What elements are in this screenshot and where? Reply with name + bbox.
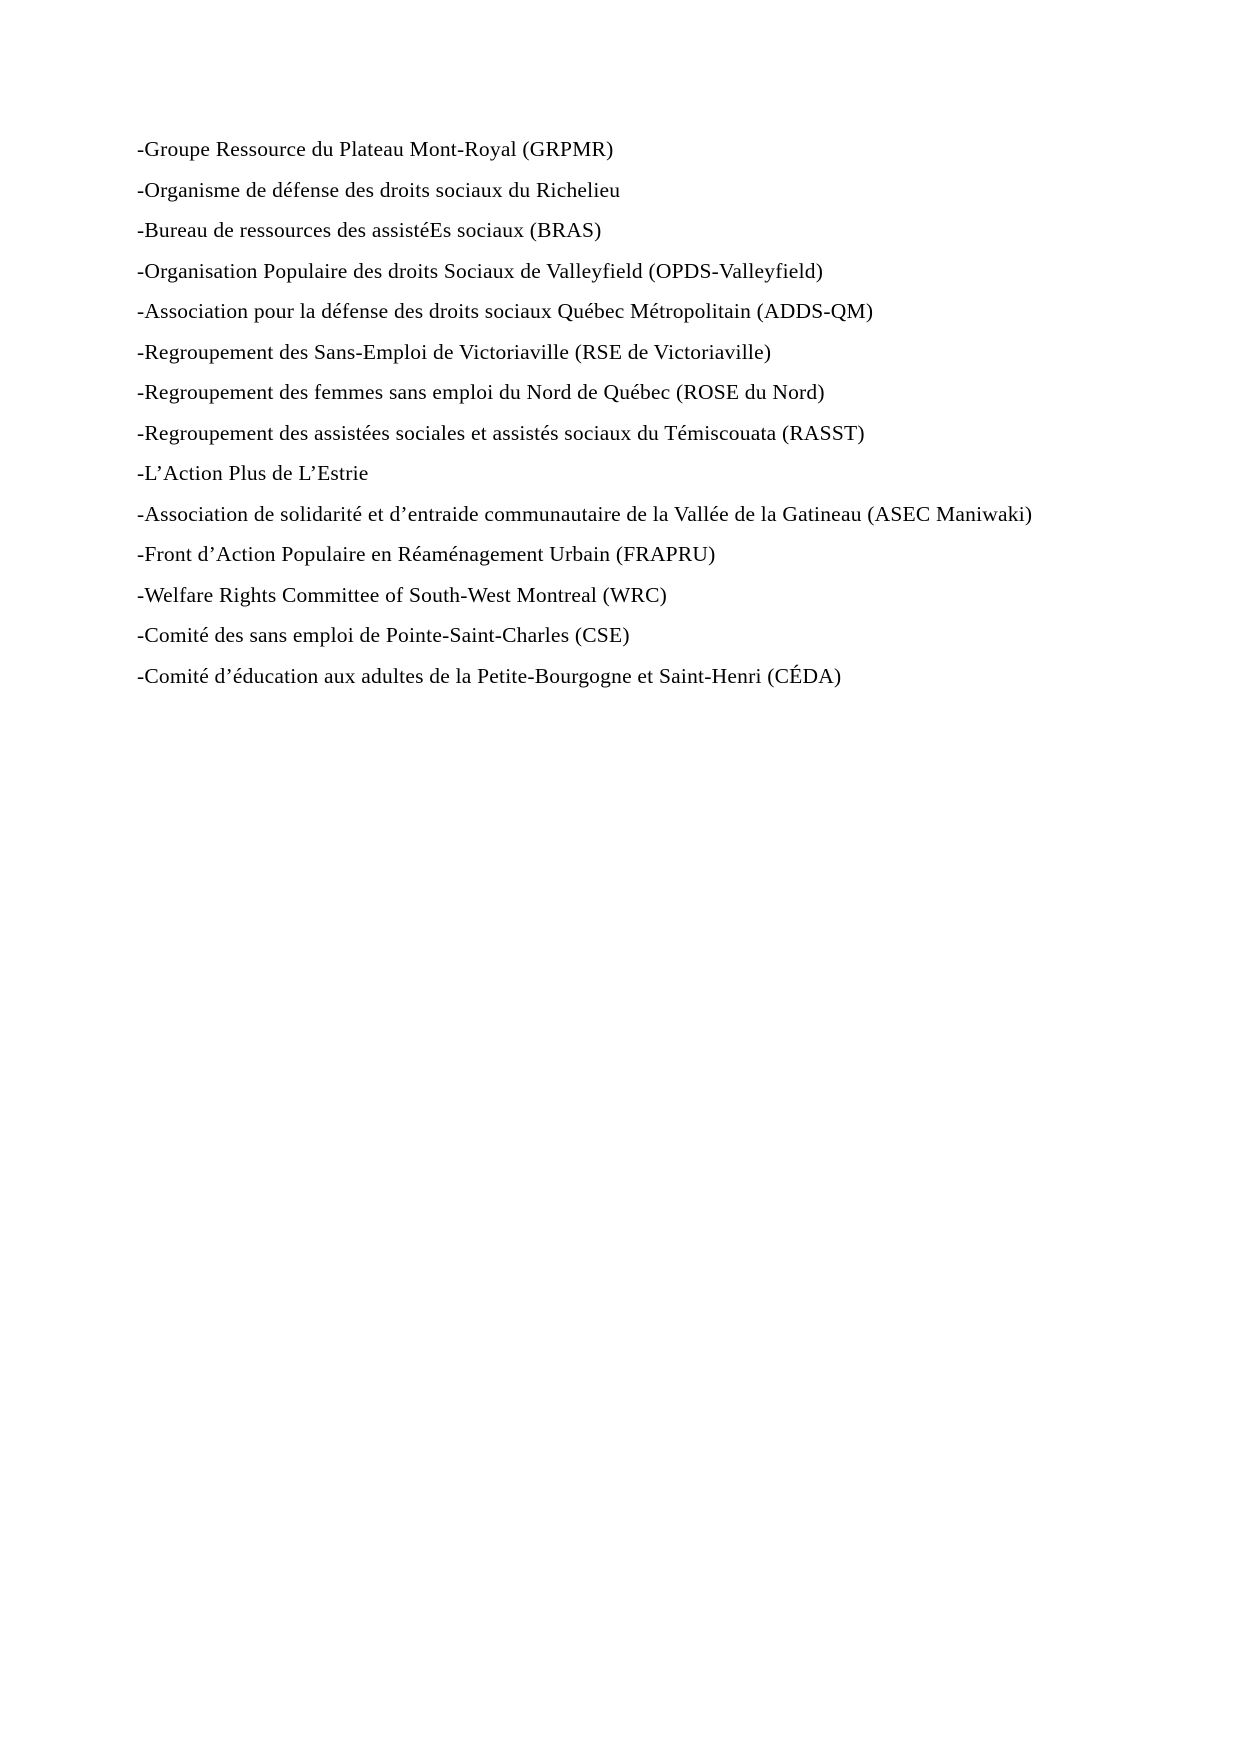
list-item: -Welfare Rights Committee of South-West Montreal (WRC) bbox=[137, 582, 668, 607]
organization-list bbox=[137, 132, 1102, 694]
list-item: -Regroupement des Sans-Emploi de Victoriaville (RSE de Victoriaville) bbox=[137, 339, 772, 364]
list-item: -Association pour la défense des droits sociaux Québec Métropolitain (ADDS-QM) bbox=[137, 299, 874, 323]
list-item: -Front d’Action Populaire en Réaménagement Urbain (FRAPRU) bbox=[137, 542, 716, 566]
list-item: -Regroupement des femmes sans emploi du Nord de Québec (ROSE du Nord) bbox=[137, 380, 825, 404]
list-item: -Organisation Populaire des droits Sociaux de Valleyfield (OPDS-Valleyfield) bbox=[137, 258, 824, 283]
list-item: -Comité d’éducation aux adultes de la Petite-Bourgogne et Saint-Henri (CÉDA) bbox=[137, 663, 842, 688]
list-item: -Groupe Ressource du Plateau Mont-Royal (GRPMR) bbox=[137, 137, 614, 161]
list-item: -Association de solidarité et d’entraide communautaire de la Vallée de la Gatineau (ASEC Maniwaki) bbox=[137, 501, 1033, 526]
list-item: -Comité des sans emploi de Pointe-Saint-Charles (CSE) bbox=[137, 623, 630, 647]
list-item: -Regroupement des assistées sociales et assistés sociaux du Témiscouata (RASST) bbox=[137, 420, 865, 445]
list-item: -L’Action Plus de L’Estrie bbox=[137, 461, 369, 485]
list-item: -Bureau de ressources des assistéEs sociaux (BRAS) bbox=[137, 218, 602, 242]
list-item: -Organisme de défense des droits sociaux du Richelieu bbox=[137, 177, 621, 202]
